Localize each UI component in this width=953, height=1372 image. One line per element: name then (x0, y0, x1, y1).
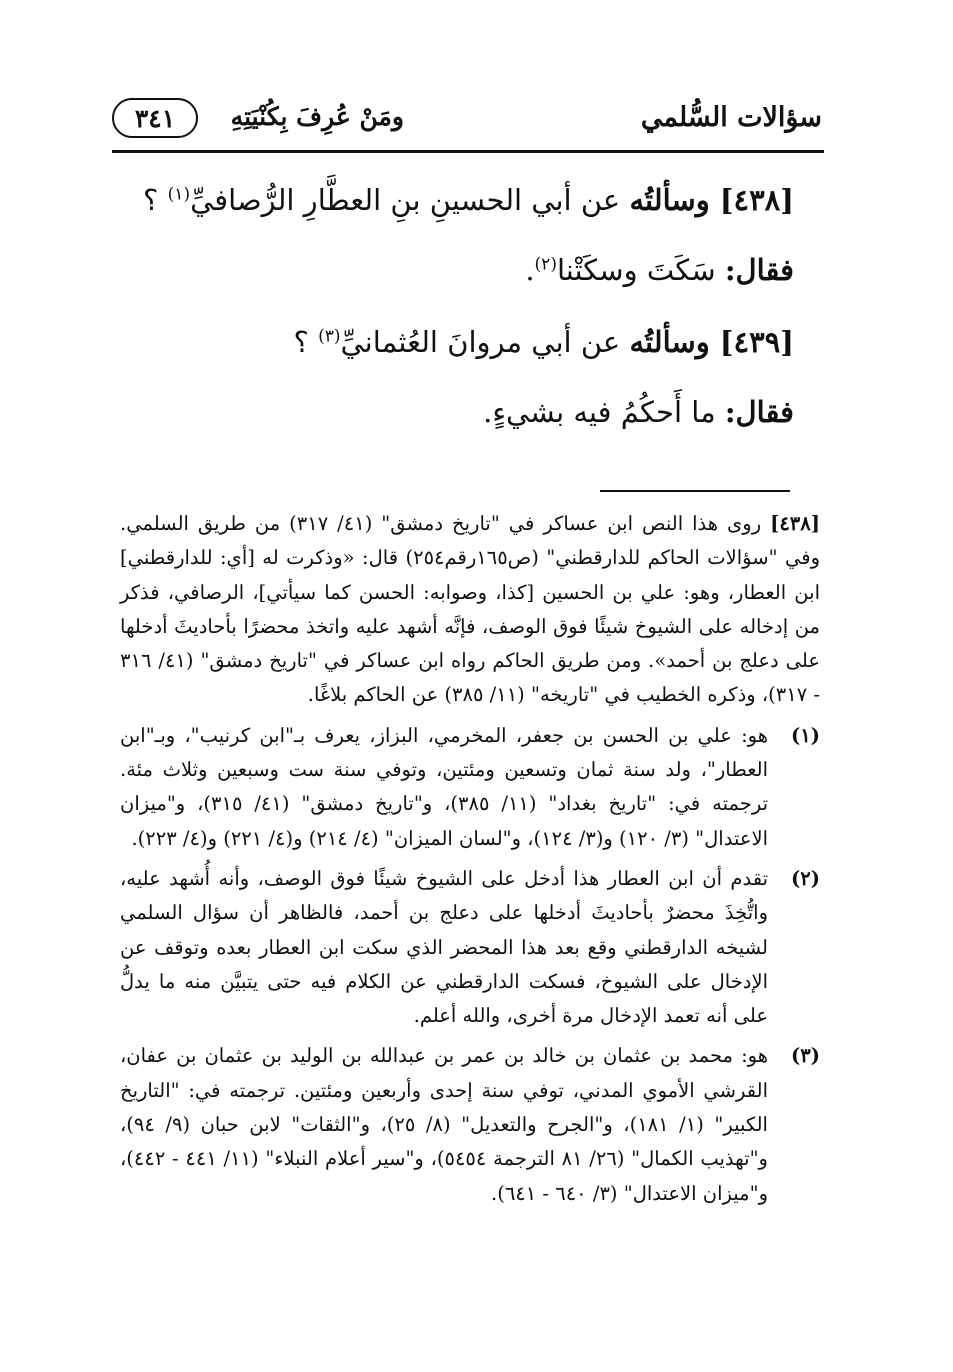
answer-438 (525, 252, 794, 288)
question-438 (143, 182, 794, 218)
answer-439 (483, 394, 794, 430)
footnote-separator (600, 490, 790, 492)
page-number: ٣٤١ (134, 103, 176, 133)
entry-text: سَكَتَ وسكَتْنا (556, 253, 725, 287)
footnote-3 (120, 1039, 820, 1210)
footnotes (120, 507, 820, 1217)
entry-end: ؟ (293, 325, 319, 359)
chapter-title: ومَنْ عُرِفَ بِكُنْيَتِهِ (230, 102, 404, 131)
footnote-ref: (٣) (318, 326, 341, 347)
entry-text: عن أبي مروانَ العُثمانيِّ (340, 325, 630, 359)
footnote-text: هو: علي بن الحسن بن جعفر، المخرمي، البزاز، يعرف بـ"ابن كرنيب"، وبـ"ابن العطار"، ولد سنة ثمان وتسعين ومئتين، وتوفي سنة ست وسبعين وثلاث مئة. ترجمته في: "تاريخ بغداد" (١١/ ٣٨٥)، و"تاريخ دمشق" (٤١/ ٣١٥)، و"ميزان الاعتدال" (٣/ ١٢٠) و(٣/ ١٢٤)، و"لسان الميزان" (٤/ ٢١٤) و(٤/ ٢٢١) و(٤/ ٢٢٣). (120, 723, 769, 850)
footnote-ref: (١) (167, 184, 191, 205)
entry-lead: [٤٣٨] وسألتُه (629, 183, 794, 217)
entry-text: ما أَحكُمُ فيه بشيءٍ. (483, 395, 725, 429)
footnote-text: هو: محمد بن عثمان بن خالد بن عمر بن عبدالله بن الوليد بن عثمان بن عفان، القرشي الأموي المدني، توفي سنة إحدى وأربعين ومئتين. ترجمته في: "التاريخ الكبير" (١/ ١٨١)، و"الجرح والتعديل" (٨/ ٢٥)، و"الثقات" لابن حبان (٩/ ٩٤)، و"تهذيب الكمال" (٢٦/ ٨١ الترجمة ٥٤٥٤)، و"سير أعلام النبلاء" (١١/ ٤٤١ - ٤٤٢)، و"ميزان الاعتدال" (٣/ ٦٤٠ - ٦٤١). (120, 1044, 768, 1205)
footnote-2 (120, 862, 820, 1033)
header-divider (112, 150, 824, 153)
footnote-438 (120, 507, 820, 713)
entry-lead: فقال: (724, 395, 794, 429)
footnote-number: (١) (791, 723, 820, 747)
footnote-number: (٢) (791, 866, 820, 890)
question-439 (293, 324, 794, 360)
page-number-badge (112, 98, 198, 138)
page-header (112, 98, 822, 144)
entry-end: ؟ (143, 183, 168, 217)
footnote-1 (120, 719, 820, 856)
footnote-text: روى هذا النص ابن عساكر في "تاريخ دمشق" (٤١/ ٣١٧) من طريق السلمي. وفي "سؤالات الحاكم للدارقطني" (ص١٦٥رقم٢٥٤) قال: «وذكرت له [أي: للدارقطني] ابن العطار، وهو: علي بن الحسين [كذا، وصوابه: الحسن كما سيأتي]، الرصافي، فذكر من إدخاله على الشيوخ شيئًا فوق الوصف، فإنَّه أشهد عليه واتخذ محضرًا بأحاديثَ أدخلها على دعلج بن أحمد». ومن طريق الحاكم رواه ابن عساكر في "تاريخ دمشق" (٤١/ ٣١٦ - ٣١٧)، وذكره الخطيب في "تاريخه" (١١/ ٣٨٥) عن الحاكم بلاغًا. (120, 512, 820, 707)
entry-end: . (525, 253, 535, 287)
footnote-number: [٤٣٨] (770, 512, 820, 535)
entry-lead: فقال: (724, 253, 794, 287)
entry-lead: [٤٣٩] وسألتُه (629, 325, 794, 359)
footnote-text: تقدم أن ابن العطار هذا أدخل على الشيوخ شيئًا فوق الوصف، وأنه أُشهد عليه، واتُّخِذَ محضرٌ بأحاديثَ أدخلها على دعلج بن أحمد، فالظاهر أن سؤال السلمي لشيخه الدارقطني وقع بعد هذا المحضر الذي سكت ابن العطار بعده وتوقف عن الإدخال على الشيوخ، فسكت الدارقطني عن الكلام فيه حتى يتبيَّن منه ما يدلُّ على أنه تعمد الإدخال مرة أخرى، والله أعلم. (120, 866, 768, 1028)
book-title: سؤالات السُّلمي (640, 102, 822, 133)
footnote-ref: (٢) (534, 254, 557, 275)
footnote-number: (٣) (791, 1044, 820, 1068)
entry-text: عن أبي الحسينِ بنِ العطَّارِ الرُّصافيِّ (190, 183, 630, 217)
